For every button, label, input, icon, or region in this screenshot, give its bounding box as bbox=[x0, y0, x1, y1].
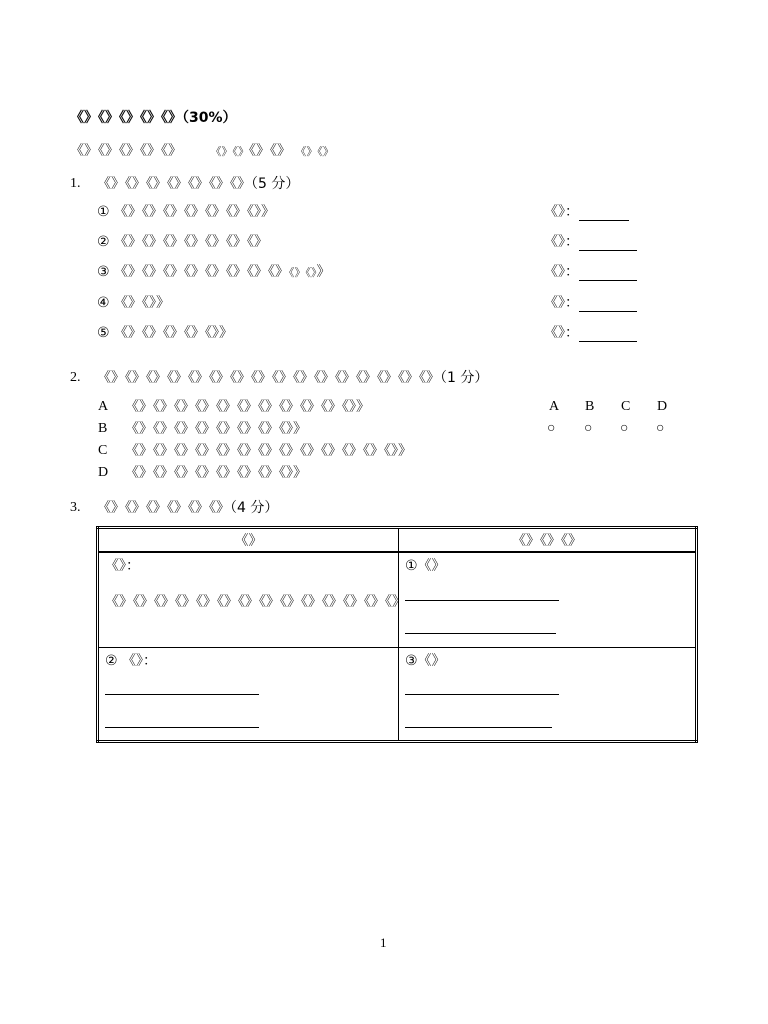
subheading-small-2: 《》《》 bbox=[295, 145, 334, 158]
q2-option-a-text: 《》《》《》《》《》《》《》《》《》《》《》》 bbox=[125, 399, 370, 415]
q1-item-3 bbox=[97, 263, 331, 282]
subheading-main: 《》《》《》《》《》 bbox=[70, 143, 182, 159]
q3-row2-left-blank-1[interactable] bbox=[105, 694, 259, 695]
q1-item-2 bbox=[97, 233, 268, 251]
q1-answer-3-blank[interactable] bbox=[579, 266, 637, 281]
q3-row2-left-title: ② 《》： bbox=[105, 652, 158, 669]
choice-bubble-b[interactable]: ○ bbox=[584, 421, 593, 436]
q3-row2-left-cell[interactable] bbox=[98, 647, 399, 741]
q2-option-c-text: 《》《》《》《》《》《》《》《》《》《》《》《》《》》 bbox=[125, 443, 412, 459]
q3-row2-right-blank-1[interactable] bbox=[405, 694, 559, 695]
q3-row1-left-body: 《》《》《》《》《》《》《》《》《》《》《》《》《》《》 bbox=[105, 594, 406, 610]
section-subheading bbox=[70, 142, 334, 161]
q3-row2-right-cell[interactable] bbox=[399, 647, 697, 741]
q3-row1-right-title: ①《》 bbox=[405, 558, 446, 574]
q1-answer-4-blank[interactable] bbox=[579, 297, 637, 312]
q1-answer-5-blank[interactable] bbox=[579, 327, 637, 342]
q1-answer-1[interactable] bbox=[544, 203, 629, 221]
q3-row1-right-cell[interactable] bbox=[399, 552, 697, 647]
q3-row2-right-title: ③《》 bbox=[405, 652, 446, 669]
q1-prompt: 《》《》《》《》《》《》《》（5 分） bbox=[97, 176, 300, 192]
q3-row1-right-blank-1[interactable] bbox=[405, 600, 559, 601]
q1-item-4-text: 《》《》 bbox=[114, 295, 157, 311]
choice-letter-c: C bbox=[621, 399, 631, 414]
q1-answer-4-label: 《》： bbox=[544, 295, 579, 311]
q1-item-3-marker: ③ bbox=[97, 264, 110, 280]
q3-row1-left-title: 《》： bbox=[105, 558, 140, 574]
choice-letter-d: D bbox=[657, 399, 668, 414]
choice-bubble-a[interactable]: ○ bbox=[547, 421, 556, 436]
q1-item-1-text: 《》《》《》《》《》《》《》 bbox=[114, 204, 262, 220]
q1-answer-5-label: 《》： bbox=[544, 325, 579, 341]
q2-prompt: 《》《》《》《》《》《》《》《》《》《》《》《》《》《》《》《》（1 分） bbox=[97, 370, 489, 386]
choice-letter-a: A bbox=[549, 399, 560, 414]
q1-answer-2-label: 《》： bbox=[544, 234, 579, 250]
choice-bubble-d[interactable]: ○ bbox=[656, 421, 665, 436]
q2-option-d-text: 《》《》《》《》《》《》《》《》》 bbox=[125, 465, 307, 481]
q1-item-4-marker: ④ bbox=[97, 295, 110, 311]
q1-answer-4[interactable] bbox=[544, 294, 637, 312]
q1-item-5-text: 《》《》《》《》《》 bbox=[114, 325, 220, 341]
q1-item-1-marker: ① bbox=[97, 204, 110, 220]
q1-item-3-text: 《》《》《》《》《》《》《》《》 bbox=[114, 264, 290, 280]
q3-number: 3. bbox=[70, 500, 81, 515]
choice-bubble-c[interactable]: ○ bbox=[620, 421, 629, 436]
q1-item-3-tail: 》 bbox=[316, 264, 331, 280]
q1-item-4 bbox=[97, 294, 170, 312]
q2-option-b-letter: B bbox=[98, 421, 108, 436]
q2-option-c-letter: C bbox=[98, 443, 108, 458]
q1-item-3-small: 《》《》 bbox=[289, 266, 317, 279]
q1-item-4-tail: 》 bbox=[156, 295, 171, 311]
q1-answer-3[interactable] bbox=[544, 263, 637, 281]
q3-row1-right-blank-2[interactable] bbox=[405, 633, 556, 634]
q3-row1-left-cell bbox=[98, 552, 406, 647]
q1-answer-1-blank[interactable] bbox=[579, 206, 629, 221]
q1-item-1 bbox=[97, 203, 275, 221]
q3-prompt: 《》《》《》《》《》《》（4 分） bbox=[97, 500, 279, 516]
q3-table bbox=[96, 526, 698, 743]
q1-item-5-tail: 》 bbox=[219, 325, 234, 341]
q2-option-d-letter: D bbox=[98, 465, 109, 480]
q2-option-b-text: 《》《》《》《》《》《》《》《》》 bbox=[125, 421, 307, 437]
q1-answer-3-label: 《》： bbox=[544, 264, 579, 280]
q1-answer-1-label: 《》： bbox=[544, 204, 579, 220]
q1-item-2-marker: ② bbox=[97, 234, 110, 250]
page-number: 1 bbox=[380, 935, 387, 950]
choice-letter-b: B bbox=[585, 399, 595, 414]
q1-number: 1. bbox=[70, 176, 81, 191]
section-heading: 《》《》《》《》《》（30%） bbox=[70, 110, 237, 126]
q1-item-5-marker: ⑤ bbox=[97, 325, 110, 341]
q1-item-5 bbox=[97, 324, 233, 342]
q2-option-a-letter: A bbox=[98, 399, 109, 414]
q3-row2-left-blank-2[interactable] bbox=[105, 727, 259, 728]
subheading-small-1: 《》《》 bbox=[210, 145, 249, 158]
q1-item-2-text: 《》《》《》《》《》《》《》 bbox=[114, 234, 269, 250]
q1-item-1-tail: 》 bbox=[261, 204, 276, 220]
q3-table-header-left: 《》 bbox=[98, 528, 399, 553]
q3-table-header-right: 《》《》《》 bbox=[399, 528, 697, 553]
q2-number: 2. bbox=[70, 370, 81, 385]
q1-answer-2[interactable] bbox=[544, 233, 637, 251]
subheading-mid: 《》《》 bbox=[248, 143, 291, 159]
q1-answer-2-blank[interactable] bbox=[579, 236, 637, 251]
q1-answer-5[interactable] bbox=[544, 324, 637, 342]
q3-row2-right-blank-2[interactable] bbox=[405, 727, 552, 728]
